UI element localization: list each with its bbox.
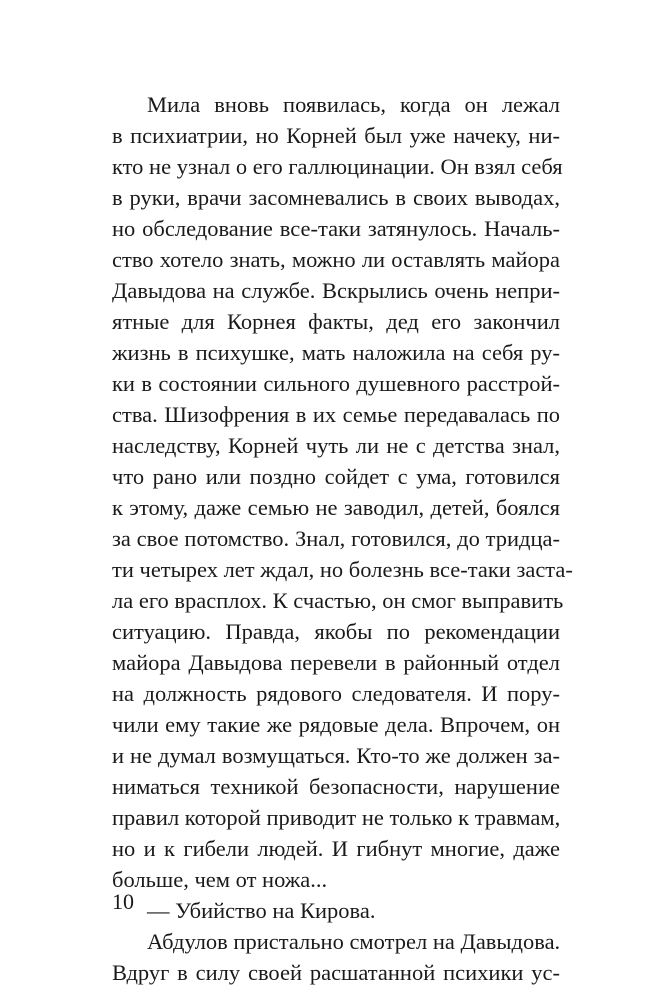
text-line: ниматься техникой безопасности, нарушение — [112, 774, 560, 799]
text-line: Вдруг в силу своей расшатанной психики ус- — [112, 960, 560, 985]
text-line: жизнь в психушке, мать наложила на себя ру- — [112, 340, 560, 365]
text-line: ства. Шизофрения в их семье передавалась по — [112, 402, 560, 427]
text-line: Мила вновь появилась, когда он лежал — [147, 92, 560, 117]
body-text — [112, 89, 573, 988]
text-line: больше, чем от ножа... — [112, 867, 328, 892]
text-line: ла его врасплох. К счастью, он смог выправить — [112, 588, 564, 613]
text-line: правил которой приводит не только к травмам, — [112, 805, 561, 830]
text-line: ство хотело знать, можно ли оставлять майора — [112, 247, 560, 272]
text-line: кто не узнал о его галлюцинации. Он взял себя — [112, 154, 563, 179]
text-line: в психиатрии, но Корней был уже начеку, ни- — [112, 123, 560, 148]
text-line: но обследование все-таки затянулось. Началь- — [112, 216, 560, 241]
text-line: за свое потомство. Знал, готовился, до тридца- — [112, 526, 560, 551]
text-line: чили ему такие же рядовые дела. Впрочем, он — [112, 712, 560, 737]
text-line: ти четырех лет ждал, но болезнь все-таки заста- — [112, 557, 573, 582]
text-line: наследству, Корней чуть ли не с детства знал, — [112, 433, 560, 458]
text-line: Абдулов пристально смотрел на Давыдова. — [147, 929, 561, 954]
text-line: в руки, врачи засомневались в своих выводах, — [112, 185, 560, 210]
text-line: что рано или поздно сойдет с ума, готовился — [112, 464, 560, 489]
text-line: к этому, даже семью не заводил, детей, боялся — [112, 495, 560, 520]
text-line: ки в состоянии сильного душевного расстрой- — [112, 371, 560, 396]
text-line: — Убийство на Кирова. — [147, 898, 376, 923]
text-line: Давыдова на службе. Вскрылись очень непри- — [112, 278, 560, 303]
text-line: майора Давыдова перевели в районный отдел — [112, 650, 560, 675]
text-line: ситуацию. Правда, якобы по рекомендации — [112, 619, 560, 644]
text-line: и не думал возмущаться. Кто-то же должен за- — [112, 743, 560, 768]
text-line: на должность рядового следователя. И пору- — [112, 681, 560, 706]
text-line: но и к гибели людей. И гибнут многие, даже — [112, 836, 560, 861]
text-line: ятные для Корнея факты, дед его закончил — [112, 309, 560, 334]
page-number: 10 — [112, 889, 134, 914]
